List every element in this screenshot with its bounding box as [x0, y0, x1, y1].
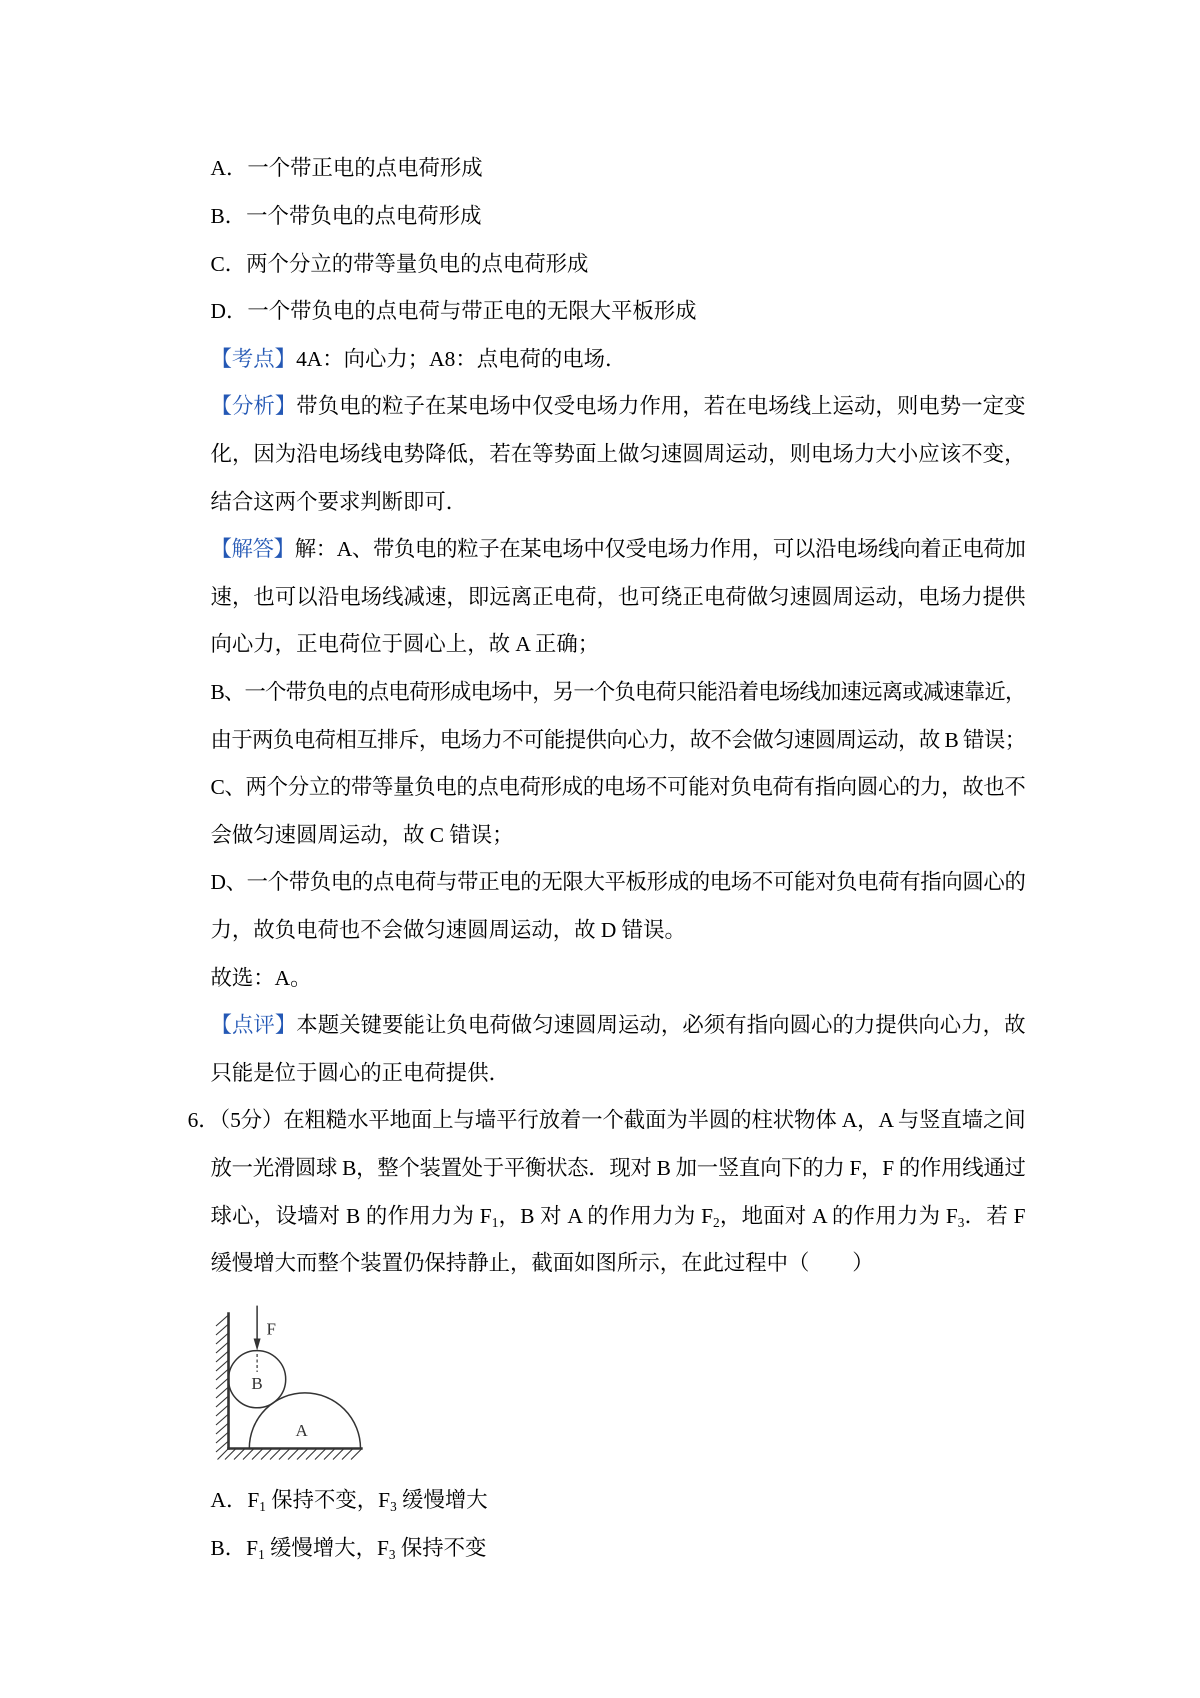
jieda-line: 由于两负电荷相互排斥，电场力不可能提供向心力，故不会做匀速圆周运动，故 B 错误； — [210, 727, 1026, 752]
subscript: 3 — [388, 1546, 396, 1562]
stem-text: ，B 对 A 的作用力为 F — [498, 1203, 714, 1228]
ground-hatching — [217, 1448, 362, 1459]
dianping-label: 【点评】 — [210, 1013, 297, 1038]
figure-block — [211, 1288, 1026, 1477]
jieda-line: D、一个带负电的点电荷与带正电的无限大平板形成的电场不可能对负电荷有指向圆心的 — [210, 870, 1026, 895]
option-text: 缓慢增大 — [396, 1488, 488, 1513]
force-label: F — [266, 1319, 276, 1339]
content-column — [187, 145, 1026, 1572]
dianping-line: 只能是位于圆心的正电荷提供． — [210, 1060, 510, 1085]
subscript: 1 — [491, 1214, 499, 1230]
question-6-option-b — [211, 1525, 1026, 1573]
option-text: 保持不变 — [395, 1535, 487, 1560]
option-text: 保持不变，F — [265, 1488, 391, 1513]
jieda-line: 向心力，正电荷位于圆心上，故 A 正确； — [210, 632, 600, 657]
stem-text: 球心，设墙对 B 的作用力为 F — [210, 1203, 492, 1228]
ball-label: B — [250, 1373, 263, 1393]
physics-diagram — [211, 1288, 381, 1478]
question-score: （5分） — [219, 1108, 284, 1133]
subscript: 1 — [258, 1546, 265, 1562]
question-6-stem-line: 缓慢增大而整个装置仍保持静止，截面如图所示，在此过程中（ ） — [210, 1251, 874, 1276]
subscript: 3 — [957, 1214, 965, 1230]
kaodian-line — [211, 336, 1026, 384]
previous-option-d: D．一个带负电的点电荷与带正电的无限大平板形成 — [210, 299, 697, 324]
stem-text: ．若 F — [964, 1203, 1026, 1228]
previous-option-c: C．两个分立的带等量负电的点电荷形成 — [210, 251, 589, 276]
fenxi-label: 【分析】 — [210, 394, 297, 419]
jieda-line: 会做匀速圆周运动，故 C 错误； — [210, 822, 514, 847]
jieda-answer-line: 故选：A。 — [210, 965, 312, 990]
option-text: 缓慢增大，F — [264, 1535, 389, 1560]
question-6-stem-line — [188, 1097, 1026, 1145]
option-text: B．F — [210, 1535, 259, 1560]
option-text: A．F — [210, 1488, 260, 1513]
jieda-line — [211, 526, 1026, 574]
kaodian-label: 【考点】 — [210, 346, 297, 371]
jieda-text: 解：A、带负电的粒子在某电场中仅受电场力作用，可以沿电场线向着正电荷加 — [294, 537, 1026, 562]
dianping-text: 本题关键要能让负电荷做匀速圆周运动，必须有指向圆心的力提供向心力，故 — [296, 1013, 1026, 1038]
fenxi-line: 结合这两个要求判断即可． — [210, 489, 468, 514]
jieda-line: 速，也可以沿电场线减速，即远离正电荷，也可绕正电荷做匀速圆周运动，电场力提供 — [210, 584, 1026, 609]
kaodian-text: 4A：向心力；A8：点电荷的电场． — [296, 346, 627, 371]
fenxi-line — [211, 383, 1026, 431]
subscript: 2 — [713, 1214, 720, 1230]
jieda-line: C、两个分立的带等量负电的点电荷形成的电场不可能对负电荷有指向圆心的力，故也不 — [210, 775, 1026, 800]
dianping-line — [211, 1002, 1026, 1050]
arrow-down-icon — [253, 1338, 260, 1350]
jieda-label: 【解答】 — [210, 537, 295, 562]
question-number: 6． — [187, 1108, 220, 1133]
body-label: A — [294, 1420, 308, 1440]
wall-hatching — [216, 1315, 229, 1452]
fenxi-text: 带负电的粒子在某电场中仅受电场力作用，若在电场线上运动，则电势一定变 — [296, 394, 1026, 419]
jieda-line: B、一个带负电的点电荷形成电场中，另一个负电荷只能沿着电场线加速远离或减速靠近， — [210, 680, 1026, 704]
fenxi-line: 化，因为沿电场线电势降低，若在等势面上做匀速圆周运动，则电场力大小应该不变， — [210, 441, 1026, 466]
stem-text: ，地面对 A 的作用力为 F — [719, 1203, 958, 1228]
question-6-option-a — [211, 1477, 1026, 1525]
previous-option-b: B．一个带负电的点电荷形成 — [210, 203, 482, 228]
question-6-stem-line: 放一光滑圆球 B，整个装置处于平衡状态．现对 B 加一竖直向下的力 F，F 的作用线通过 — [210, 1156, 1026, 1181]
jieda-line: 力，故负电荷也不会做匀速圆周运动，故 D 错误。 — [210, 918, 686, 943]
stem-text: 在粗糙水平地面上与墙平行放着一个截面为半圆的柱状物体 A，A 与竖直墙之间 — [283, 1108, 1026, 1133]
question-6-stem-line — [211, 1193, 1026, 1241]
previous-option-a: A．一个带正电的点电荷形成 — [210, 156, 483, 181]
subscript: 3 — [390, 1499, 397, 1515]
subscript: 1 — [259, 1499, 266, 1515]
